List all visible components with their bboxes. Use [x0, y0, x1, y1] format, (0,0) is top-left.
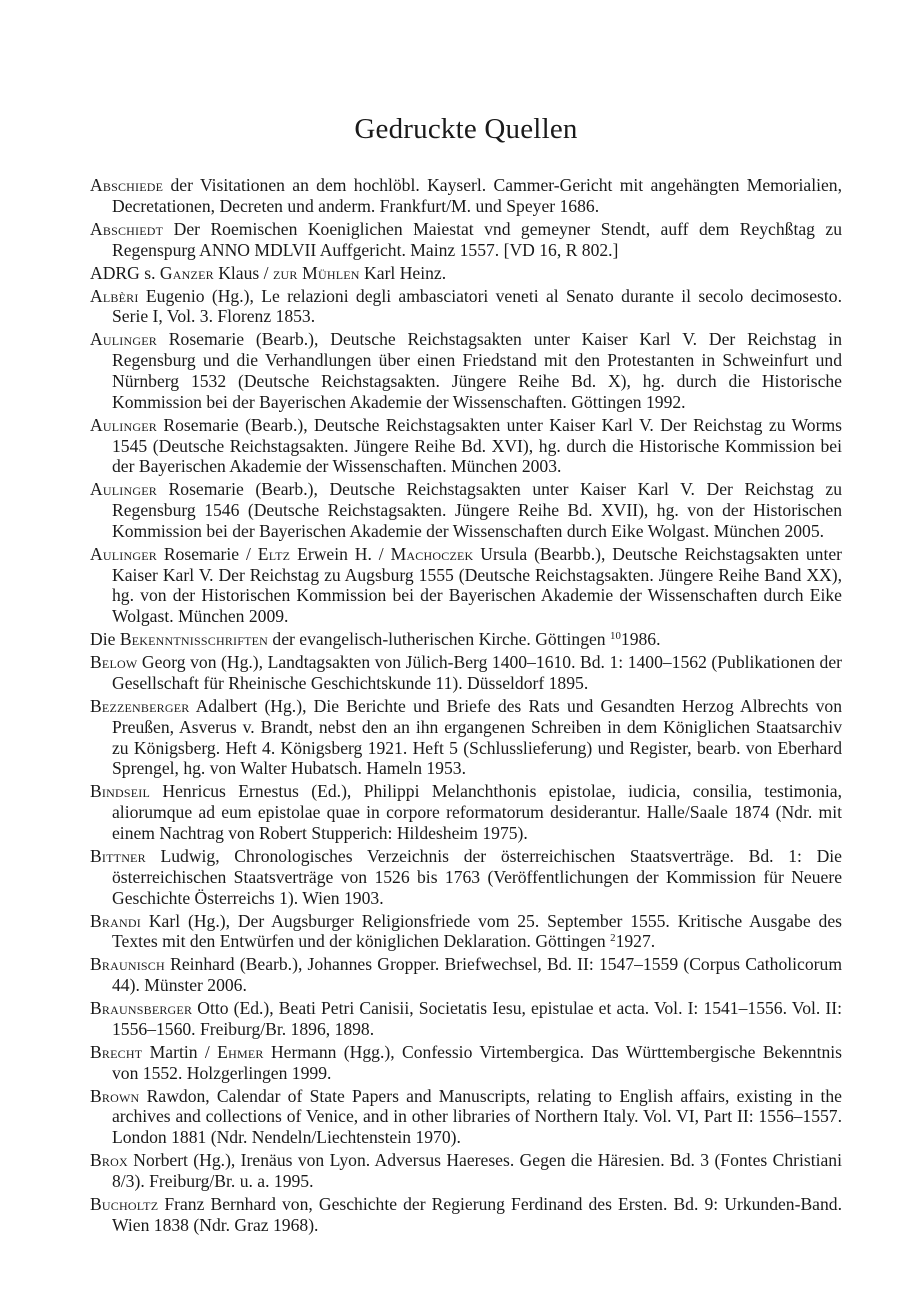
entry-text: Die: [90, 629, 120, 650]
bibliography-entry: [90, 544, 842, 627]
entry-author: Braunisch: [90, 954, 165, 975]
bibliography-entry: [90, 286, 842, 328]
bibliography-entry: [90, 629, 842, 650]
entry-author: Eltz: [257, 543, 291, 564]
entry-author: Machoczek: [390, 543, 474, 564]
entry-text: Klaus /: [213, 262, 273, 283]
bibliography-entry: [90, 263, 842, 284]
entry-text: Rosemarie /: [156, 543, 258, 564]
entry-text: Rawdon, Calendar of State Papers and Manuscripts, relating to English affairs, existing in the archives and collections of Venice, and in other libraries of Northern Italy. Vol. VI, Part II: 1556–1557. London 1881 (Ndr. Nendeln/Liechtenstein 1970).: [112, 1085, 842, 1148]
entry-author: Below: [90, 652, 138, 673]
entry-text: Eugenio (Hg.), Le relazioni degli ambasciatori veneti al Senato durante il secolo decimosesto. Serie I, Vol. 3. Florenz 1853.: [112, 285, 842, 327]
entry-author: zur Mühlen: [272, 262, 360, 283]
entry-text: ADRG s.: [90, 262, 160, 283]
bibliography-entry: [90, 652, 842, 694]
entry-author: Abschiedt: [90, 218, 164, 239]
entry-author: Ganzer: [159, 262, 214, 283]
entry-text: Rosemarie (Bearb.), Deutsche Reichstagsakten unter Kaiser Karl V. Der Reichstag zu Regensburg 1546 (Deutsche Reichstagsakten. Jüngere Reihe Bd. XVII), hg. von der Historischen Kommission bei der Bayerischen Akademie der Wissenschaften durch Eike Wolgast. München 2005.: [112, 479, 842, 541]
bibliography-entry: [90, 1194, 842, 1236]
entry-author: Aulinger: [90, 479, 157, 500]
entry-author: Aulinger: [90, 329, 157, 350]
entry-text: Der Roemischen Koeniglichen Maiestat vnd gemeyner Stendt, auff dem Reychßtag zu Regenspurg ANNO MDLVII Auffgericht. Mainz 1557. [VD 16, R 802.]: [112, 218, 842, 260]
entry-author: Bezzenberger: [90, 696, 190, 716]
entry-author: Brandi: [90, 910, 141, 931]
entry-text: Martin /: [142, 1041, 218, 1062]
bibliography-entry: [90, 1042, 842, 1084]
entry-text: Ursula (Bearbb.), Deutsche Reichstagsakten unter Kaiser Karl V. Der Reichstag zu Augsburg 1555 (Deutsche Reichstagsakten. Jüngere Reihe Band XX), hg. von der Historischen Kommission bei der Bayerischen Akademie der Wissenschaften durch Eike Wolgast. München 2009.: [112, 543, 842, 627]
entry-text: Otto (Ed.), Beati Petri Canisii, Societatis Iesu, epistulae et acta. Vol. I: 1541–1556. Vol. II: 1556–1560. Freiburg/Br. 1896, 1898.: [112, 998, 842, 1039]
entry-author: Bindseil: [90, 781, 150, 802]
entry-author: Albèri: [90, 285, 139, 306]
bibliography-entry: [90, 954, 842, 996]
entry-text: Henricus Ernestus (Ed.), Philippi Melanchthonis epistolae, iudicia, consilia, testimonia, aliorumque ad eum epistolae quae in corpore reformatorum desiderantur. Halle/Saale 1874 (Ndr. mit einem Nachtrag von Robert Stupperich: Hildesheim 1975).: [112, 781, 842, 843]
bibliography-entry: [90, 846, 842, 908]
entry-author: Braunsberger: [90, 998, 193, 1019]
edition-superscript: 2: [610, 932, 616, 945]
entry-text: Georg von (Hg.), Landtagsakten von Jülich-Berg 1400–1610. Bd. 1: 1400–1562 (Publikationen der Gesellschaft für Rheinische Geschichtskunde 11). Düsseldorf 1895.: [112, 652, 842, 694]
entry-text: Rosemarie (Bearb.), Deutsche Reichstagsakten unter Kaiser Karl V. Der Reichstag zu Worms 1545 (Deutsche Reichstagsakten. Jüngere Reihe Bd. XVI), hg. durch die Historische Kommission bei der Bayerischen Akademie der Wissenschaften. München 2003.: [112, 414, 842, 477]
entry-author: Bittner: [90, 845, 146, 866]
entry-text: Ludwig, Chronologisches Verzeichnis der österreichischen Staatsverträge. Bd. 1: Die österreichischen Staatsverträge von 1526 bis 1763 (Veröffentlichungen der Kommission für Neuere Geschichte Österreichs 1). Wien 1903.: [112, 845, 842, 908]
bibliography-entry: [90, 781, 842, 843]
bibliography-entry: [90, 911, 842, 953]
entry-text: 1927.: [615, 931, 656, 952]
bibliography-entry: [90, 696, 842, 779]
entry-author: Bekenntnisschriften: [119, 629, 269, 650]
entry-author: Aulinger: [90, 543, 157, 564]
page-title: Gedruckte Quellen: [354, 113, 578, 145]
entry-text: Reinhard (Bearb.), Johannes Gropper. Briefwechsel, Bd. II: 1547–1559 (Corpus Catholicorum 44). Münster 2006.: [112, 954, 842, 996]
bibliography-entry: [90, 175, 842, 217]
entry-author: Brown: [90, 1085, 140, 1106]
bibliography-entry: [90, 219, 842, 261]
edition-superscript: 10: [610, 630, 621, 643]
entry-author: Bucholtz: [90, 1194, 159, 1215]
bibliography-entry: [90, 1150, 842, 1192]
entry-text: Norbert (Hg.), Irenäus von Lyon. Adversus Haereses. Gegen die Häresien. Bd. 3 (Fontes Christiani 8/3). Freiburg/Br. u. a. 1995.: [112, 1150, 842, 1192]
entry-author: Abschiede: [90, 175, 164, 195]
bibliography-entry: [90, 998, 842, 1040]
entry-text: Karl (Hg.), Der Augsburger Religionsfriede vom 25. September 1555. Kritische Ausgabe des Textes mit den Entwürfen und der königlichen Deklaration. Göttingen: [112, 910, 842, 952]
bibliography-entry: [90, 415, 842, 477]
entry-text: Franz Bernhard von, Geschichte der Regierung Ferdinand des Ersten. Bd. 9: Urkunden-Band. Wien 1838 (Ndr. Graz 1968).: [112, 1194, 842, 1235]
bibliography-entry: [90, 479, 842, 541]
entry-author: Brox: [90, 1150, 128, 1171]
entry-author: Ehmer: [217, 1041, 264, 1062]
bibliography-entry: [90, 1086, 842, 1148]
entry-author: Brecht: [90, 1041, 143, 1062]
entry-text: der Visitationen an dem hochlöbl. Kayserl. Cammer-Gericht mit angehängten Memorialien, Decretationen, Decreten und anderm. Frankfurt/M. und Speyer 1686.: [112, 175, 842, 216]
entry-text: Erwein H. /: [290, 543, 391, 564]
bibliography-entry: [90, 329, 842, 412]
entry-text: der evangelisch-lutherischen Kirche. Göttingen: [268, 629, 610, 650]
bibliography-list: [90, 175, 842, 1238]
entry-text: Rosemarie (Bearb.), Deutsche Reichstagsakten unter Kaiser Karl V. Der Reichstag in Regensburg und die Verhandlungen über einen Friedstand mit den Protestanten in Schweinfurt und Nürnberg 1532 (Deutsche Reichstagsakten. Jüngere Reihe Bd. X), hg. durch die Historische Kommission bei der Bayerischen Akademie der Wissenschaften. Göttingen 1992.: [112, 329, 842, 412]
entry-text: 1986.: [620, 629, 661, 650]
entry-author: Aulinger: [90, 414, 157, 435]
entry-text: Hermann (Hgg.), Confessio Virtembergica. Das Württembergische Bekenntnis von 1552. Holzgerlingen 1999.: [112, 1041, 842, 1083]
entry-text: Karl Heinz.: [359, 262, 447, 283]
entry-text: Adalbert (Hg.), Die Berichte und Briefe des Rats und Gesandten Herzog Albrechts von Preußen, Asverus v. Brandt, nebst den an ihn ergangenen Schreiben in dem Königlichen Staatsarchiv zu Königsberg. Heft 4. Königsberg 1921. Heft 5 (Schlusslieferung) und Register, bearb. von Eberhard Sprengel, hg. von Walter Hubatsch. Hameln 1953.: [112, 696, 842, 779]
